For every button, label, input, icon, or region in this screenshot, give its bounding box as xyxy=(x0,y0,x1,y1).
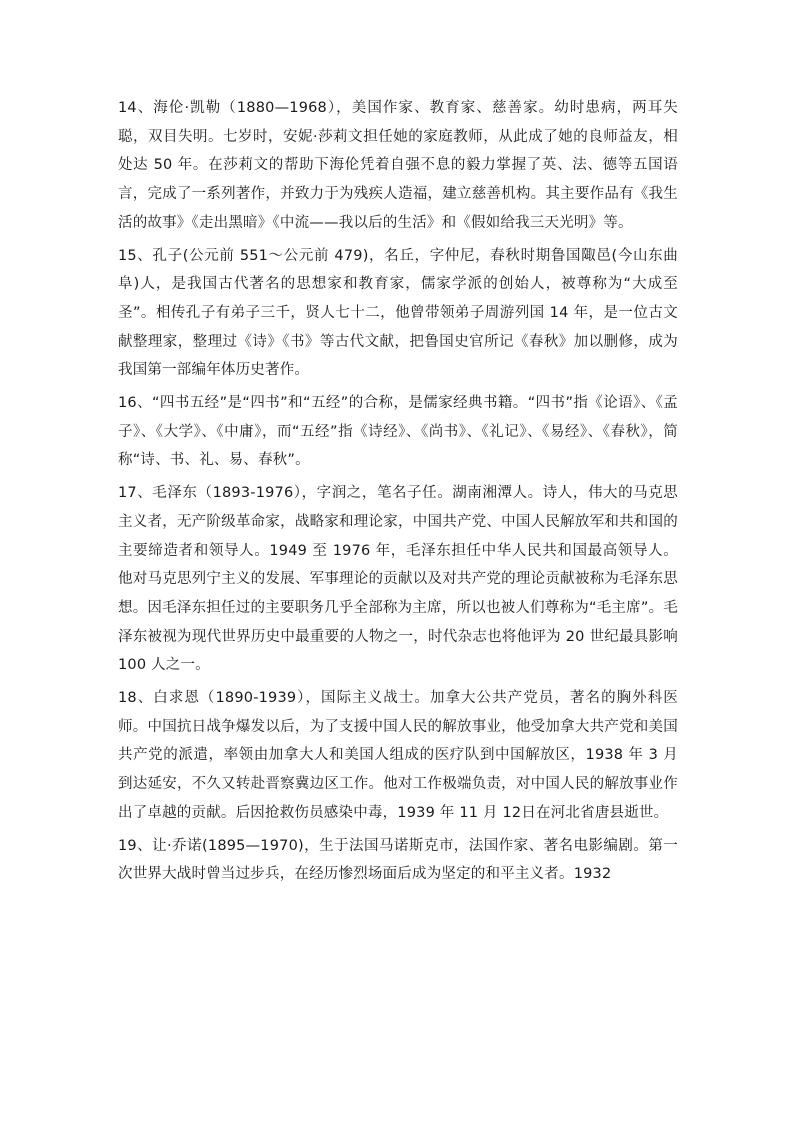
entry-four-books-five-classics: 16、“四书五经”是“四书”和“五经”的合称，是儒家经典书籍。“四书”指《论语》、《孟子》、《大学》、《中庸》，而“五经”指《诗经》、《尚书》、《礼记》、《易经》、《春秋》，简称“诗、书、礼、易、春秋”。 xyxy=(118,395,678,469)
entry-mao-zedong: 17、毛泽东（1893-1976），字润之，笔名子任。湖南湘潭人。诗人，伟大的马克思主义者，无产阶级革命家，战略家和理论家，中国共产党、中国人民解放军和共和国的主要缔造者和领导人。1949 至 1976 年，毛泽东担任中华人民共和国最高领导人。他对马克思列宁主义的发展、军事理论的贡献以及对共产党的理论贡献被称为毛泽东思想。因毛泽东担任过的主要职务几乎全部称为主席，所以也被人们尊称为“毛主席”。毛泽东被视为现代世界历史中最重要的人物之一，时代杂志也将他评为 20 世纪最具影响 100 人之一。 xyxy=(118,485,678,674)
entry-helen-keller: 14、海伦·凯勒（1880—1968），美国作家、教育家、慈善家。幼时患病，两耳失聪，双目失明。七岁时，安妮·莎莉文担任她的家庭教师，从此成了她的良师益友，相处达 50 年。在莎莉文的帮助下海伦凭着自强不息的毅力掌握了英、法、德等五国语言，完成了一系列著作，并致力于为残疾人造福，建立慈善机构。其主要作品有《我生活的故事》《走出黑暗》《中流——我以后的生活》和《假如给我三天光明》等。 xyxy=(118,100,678,231)
entry-confucius: 15、孔子(公元前 551～公元前 479)，名丘，字仲尼，春秋时期鲁国陬邑(今山东曲阜)人，是我国古代著名的思想家和教育家，儒家学派的创始人，被尊称为“大成至圣”。相传孔子有弟子三千，贤人七十二，他曾带领弟子周游列国 14 年，是一位古文献整理家，整理过《诗》《书》等古代文献，把鲁国史官所记《春秋》加以删修，成为我国第一部编年体历史著作。 xyxy=(118,247,678,379)
entry-jean-giono: 19、让·乔诺(1895—1970)，生于法国马诺斯克市，法国作家、著名电影编剧。第一次世界大战时曾当过步兵，在经历惨烈场面后成为坚定的和平主义者。1932 xyxy=(118,837,678,883)
entry-bethune: 18、白求恩（1890-1939），国际主义战士。加拿大公共产党员，著名的胸外科医师。中国抗日战争爆发以后，为了支援中国人民的解放事业，他受加拿大共产党和美国共产党的派遣，率领由加拿大人和美国人组成的医疗队到中国解放区，1938 年 3 月到达延安，不久又转赴晋察冀边区工作。他对工作极端负责，对中国人民的解放事业作出了卓越的贡献。后因抢救伤员感染中毒，1939 年 11 月 12日在河北省唐县逝世。 xyxy=(118,690,678,821)
document-body xyxy=(118,94,678,893)
